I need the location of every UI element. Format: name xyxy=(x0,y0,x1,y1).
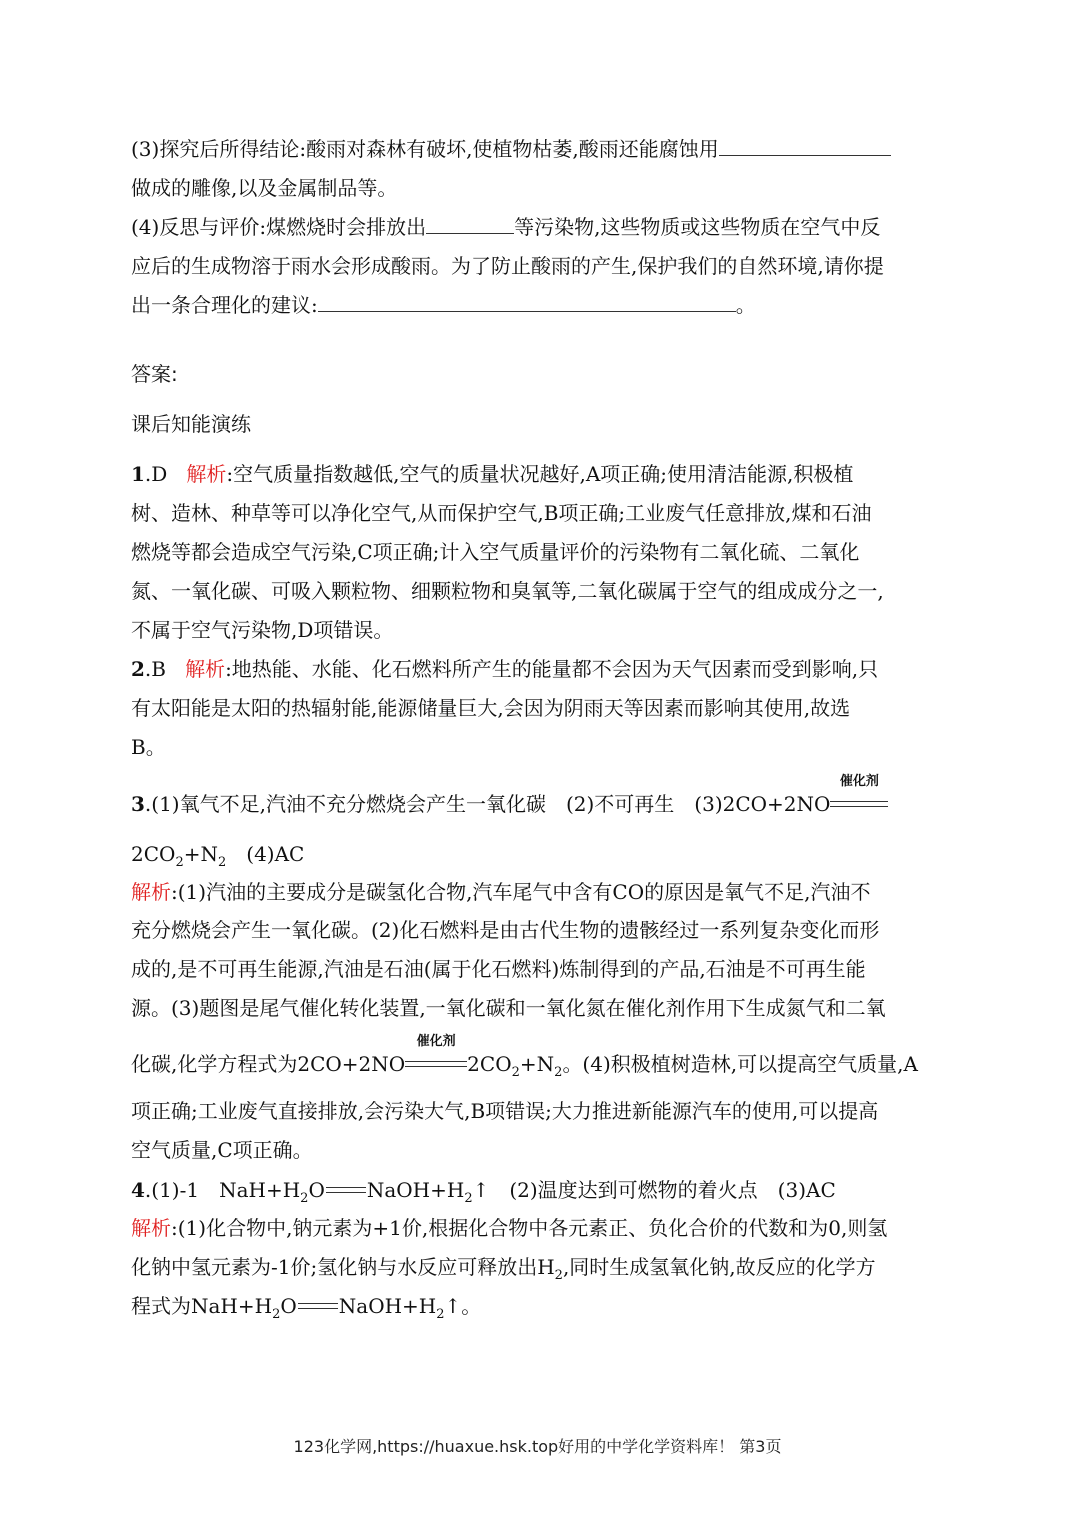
a2-analysis-tag: 解析 xyxy=(185,657,226,681)
subscript: 2 xyxy=(436,1307,445,1322)
q3-line1 xyxy=(131,137,891,161)
equals-sign-icon xyxy=(405,1061,467,1067)
subscript: 2 xyxy=(554,1065,563,1080)
catalyst-arrow xyxy=(405,1034,467,1076)
a4-text1c: NaOH+H xyxy=(366,1178,465,1202)
a1-line4: 氮、一氧化碳、可吸入颗粒物、细颗粒物和臭氧等,二氧化碳属于空气的组成成分之一, xyxy=(131,579,884,603)
catalyst-label: 催化剂 xyxy=(416,1034,456,1049)
a3-exp-line2: 充分燃烧会产生一氧化碳。(2)化石燃料是由古代生物的遗骸经过一系列复杂变化而形 xyxy=(131,918,880,942)
a4-exp-text3b: O xyxy=(280,1294,297,1318)
a4-analysis-tag: 解析 xyxy=(131,1216,171,1240)
a4-text1d: ↑ (2)温度达到可燃物的着火点 (3)AC xyxy=(472,1178,836,1202)
subscript: 2 xyxy=(272,1307,281,1322)
a3-exp-n2: +N xyxy=(519,1052,555,1076)
a1-line3: 燃烧等都会造成空气污染,C项正确;计入空气质量评价的污染物有二氧化硫、二氧化 xyxy=(131,540,860,564)
a4-exp-text1: :(1)化合物中,钠元素为+1价,根据化合物中各元素正、负化合价的代数和为0,则氢 xyxy=(171,1216,888,1240)
subscript: 2 xyxy=(554,1268,563,1283)
a3-product-co2: 2CO xyxy=(131,842,176,866)
a3-line2 xyxy=(131,842,304,875)
a1-line5: 不属于空气污染物,D项错误。 xyxy=(131,618,394,642)
q4-line1 xyxy=(131,215,880,239)
a4-exp-line1 xyxy=(131,1216,887,1240)
a3-text1: .(1)氧气不足,汽油不充分燃烧会产生一氧化碳 (2)不可再生 (3)2CO+2NO xyxy=(144,792,831,816)
q4-suggestion-blank[interactable] xyxy=(318,293,736,312)
subscript: 2 xyxy=(511,1065,520,1080)
a3-line1 xyxy=(131,774,888,816)
subscript: 2 xyxy=(175,855,184,870)
page-footer: 123化学网,https://huaxue.hsk.top好用的中学化学资料库！ 第3页 xyxy=(293,1437,782,1456)
a4-number: 4 xyxy=(131,1178,145,1202)
a2-number: 2 xyxy=(131,657,145,681)
q3-line2: 做成的雕像,以及金属制品等。 xyxy=(131,176,398,200)
a3-exp-line5 xyxy=(131,1034,918,1085)
subscript: 2 xyxy=(464,1191,473,1206)
a4-exp-line3 xyxy=(131,1294,481,1327)
q4-line3 xyxy=(131,293,756,317)
a4-text1b: O xyxy=(308,1178,325,1202)
a3-exp-line3: 成的,是不可再生能源,汽油是石油(属于化石燃料)炼制得到的产品,石油是不可再生能 xyxy=(131,957,866,981)
a3-exp-text5a: 化碳,化学方程式为2CO+2NO xyxy=(131,1052,406,1076)
a3-part4: (4)AC xyxy=(226,842,305,866)
equals-sign-icon xyxy=(830,801,888,807)
subscript: 2 xyxy=(217,855,227,870)
a3-exp-text5d: 。(4)积极植树造林,可以提高空气质量,A xyxy=(562,1052,918,1076)
equals-sign-icon xyxy=(326,1187,366,1193)
a4-exp-text2b: ,同时生成氢氧化钠,故反应的化学方 xyxy=(562,1255,876,1279)
catalyst-label: 催化剂 xyxy=(839,774,879,789)
a3-analysis-tag: 解析 xyxy=(131,880,171,904)
q4-text3a: 出一条合理化的建议: xyxy=(131,293,318,317)
q4-text1a: (4)反思与评价:煤燃烧时会排放出 xyxy=(131,215,427,239)
a3-exp-line1 xyxy=(131,880,870,904)
a1-number: 1 xyxy=(131,462,145,486)
a4-exp-text3d: ↑。 xyxy=(444,1294,482,1318)
a3-exp-co2: 2CO xyxy=(467,1052,512,1076)
q4-text1b: 等污染物,这些物质或这些物质在空气中反 xyxy=(514,215,881,239)
q4-text3b: 。 xyxy=(735,293,756,317)
section-title: 课后知能演练 xyxy=(131,412,251,436)
a2-answer: .B xyxy=(144,657,166,681)
a1-analysis-tag: 解析 xyxy=(186,462,227,486)
a2-line2: 有太阳能是太阳的热辐射能,能源储量巨大,会因为阴雨天等因素而影响其使用,故选 xyxy=(131,696,851,720)
a1-line2: 树、造林、种草等可以净化空气,从而保护空气,B项正确;工业废气任意排放,煤和石油 xyxy=(131,501,872,525)
subscript: 2 xyxy=(300,1191,309,1206)
a2-text1: :地热能、水能、化石燃料所产生的能量都不会因为天气因素而受到影响,只 xyxy=(225,657,879,681)
a1-line1 xyxy=(131,462,853,486)
a2-line3: B。 xyxy=(131,735,166,759)
a3-exp-text1: :(1)汽油的主要成分是碳氢化合物,汽车尾气中含有CO的原因是氧气不足,汽油不 xyxy=(171,880,871,904)
equals-sign-icon xyxy=(298,1303,338,1309)
a2-line1 xyxy=(131,657,878,681)
answer-label: 答案: xyxy=(131,362,178,386)
a4-text1a: .(1)-1 NaH+H xyxy=(144,1178,301,1202)
a1-text1: :空气质量指数越低,空气的质量状况越好,A项正确;使用清洁能源,积极植 xyxy=(226,462,854,486)
q4-line2: 应后的生成物溶于雨水会形成酸雨。为了防止酸雨的产生,保护我们的自然环境,请你提 xyxy=(131,254,884,278)
q3-answer-blank[interactable] xyxy=(719,137,891,156)
a3-exp-line7: 空气质量,C项正确。 xyxy=(131,1138,313,1162)
q4-pollutant-blank[interactable] xyxy=(426,215,514,234)
a3-exp-line6: 项正确;工业废气直接排放,会污染大气,B项错误;大力推进新能源汽车的使用,可以提高 xyxy=(131,1099,879,1123)
a4-exp-text3c: NaOH+H xyxy=(338,1294,437,1318)
catalyst-arrow xyxy=(830,774,888,816)
a4-exp-line2 xyxy=(131,1255,876,1288)
a4-exp-text3a: 程式为NaH+H xyxy=(131,1294,273,1318)
a3-exp-line4: 源。(3)题图是尾气催化转化装置,一氧化碳和一氧化氮在催化剂作用下生成氮气和二氧 xyxy=(131,996,886,1020)
a4-exp-text2a: 化钠中氢元素为-1价;氢化钠与水反应可释放出H xyxy=(131,1255,555,1279)
a4-line1 xyxy=(131,1178,836,1211)
a3-number: 3 xyxy=(131,792,145,816)
a3-product-n2: +N xyxy=(183,842,218,866)
a1-answer: .D xyxy=(144,462,168,486)
q3-text1: (3)探究后所得结论:酸雨对森林有破坏,使植物枯萎,酸雨还能腐蚀用 xyxy=(131,137,719,161)
